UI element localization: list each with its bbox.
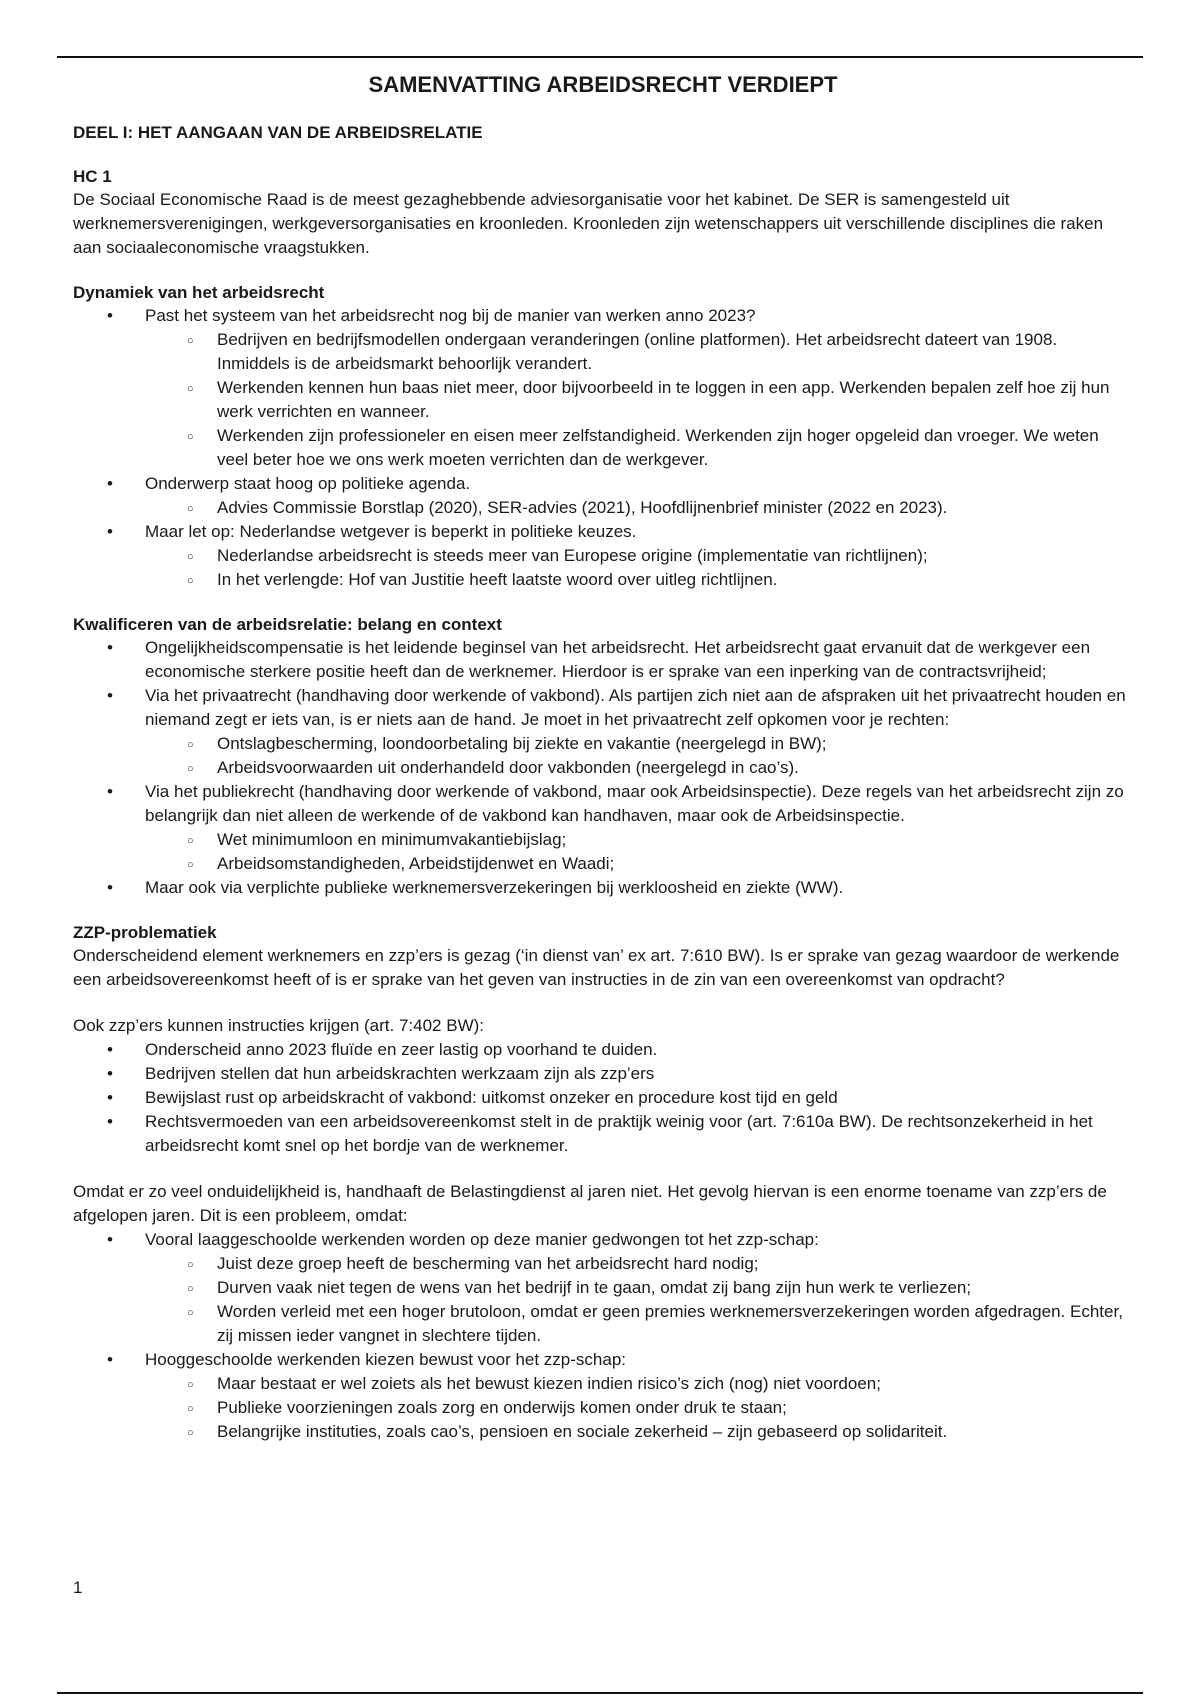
sub-list-item: ○ Bedrijven en bedrijfsmodellen ondergaan veranderingen (online platformen). Het arbeidsrecht dateert van 1908. Inmiddels is de arbeidsmarkt behoorlijk verandert. <box>145 328 1133 376</box>
instructies-intro: Ook zzp’ers kunnen instructies krijgen (art. 7:402 BW): <box>73 1016 484 1035</box>
sub-list-item: ○ Werkenden kennen hun baas niet meer, door bijvoorbeeld in te loggen in een app. Werkenden bepalen zelf hoe zij hun werk verrichten en wanneer. <box>145 376 1133 424</box>
sub-list-item: ○ Arbeidsvoorwaarden uit onderhandeld door vakbonden (neergelegd in cao’s). <box>145 756 1133 780</box>
sub-list-item: ○ Juist deze groep heeft de bescherming van het arbeidsrecht hard nodig; <box>145 1252 1133 1276</box>
bottom-rule <box>57 1692 1143 1694</box>
sub-list-item: ○ Arbeidsomstandigheden, Arbeidstijdenwet en Waadi; <box>145 852 1133 876</box>
sub-list-item: ○ Worden verleid met een hoger brutoloon, omdat er geen premies werknemersverzekeringen worden afgedragen. Echter, zij missen ieder vangnet in slechtere tijden. <box>145 1300 1133 1348</box>
sub-list-item: ○ Werkenden zijn professioneler en eisen meer zelfstandigheid. Werkenden zijn hoger opgeleid dan vroeger. We weten veel beter hoe we ons werk moeten verrichten dan de werkgever. <box>145 424 1133 472</box>
sub-list-item: ○ Maar bestaat er wel zoiets als het bewust kiezen indien risico’s zich (nog) niet voordoen; <box>145 1372 1133 1396</box>
list-item: • Past het systeem van het arbeidsrecht nog bij de manier van werken anno 2023? ○ Bedrijven en bedrijfsmodellen ondergaan veranderingen (online platformen). Het arbeidsrecht dateert van 1908. Inmiddels is de arbeidsmarkt behoorlijk verandert. ○ Werkenden kennen hun baas niet meer, door bijvoorbeeld in te loggen in een app. Werkenden bepalen zelf hoe zij hun werk verrichten en wanneer. ○ Werkenden zijn professioneler en eisen meer zelfstandigheid. Werkenden zijn hoger opgeleid dan vroeger. We weten veel beter hoe we ons werk moeten verrichten dan de werkgever. <box>73 304 1133 472</box>
page-number: 1 <box>73 1578 83 1597</box>
sub-list-item: ○ Wet minimumloon en minimumvakantiebijslag; <box>145 828 1133 852</box>
list-item: • Via het publiekrecht (handhaving door werkende of vakbond, maar ook Arbeidsinspectie). Deze regels van het arbeidsrecht zijn zo belangrijk dan niet alleen de werkende of de vakbond kan handhaven, maar ook de Arbeidsinspectie. ○ Wet minimumloon en minimumvakantiebijslag; ○ Arbeidsomstandigheden, Arbeidstijdenwet en Waadi; <box>73 780 1133 876</box>
list-item: • Via het privaatrecht (handhaving door werkende of vakbond). Als partijen zich niet aan de afspraken uit het privaatrecht houden en niemand zegt er iets van, is er niets aan de hand. Je moet in het privaatrecht zelf opkomen voor je rechten: ○ Ontslagbescherming, loondoorbetaling bij ziekte en vakantie (neergelegd in BW); ○ Arbeidsvoorwaarden uit onderhandeld door vakbonden (neergelegd in cao’s). <box>73 684 1133 780</box>
list-item: • Ongelijkheidscompensatie is het leidende beginsel van het arbeidsrecht. Het arbeidsrecht gaat ervanuit dat de werkgever een economische sterkere positie heeft dan de werknemer. Hierdoor is er sprake van een inperking van de contractsvrijheid; <box>73 636 1133 684</box>
kwalificeren-list <box>73 636 1133 900</box>
hc-paragraph: De Sociaal Economische Raad is de meest gezaghebbende adviesorganisatie voor het kabinet. De SER is samengesteld uit werknemersverenigingen, werkgeversorganisaties en kroonleden. Kroonleden zijn wetenschappers uit verschillende disciplines die raken aan sociaaleconomische vraagstukken. <box>73 190 1104 257</box>
list-item: • Bedrijven stellen dat hun arbeidskrachten werkzaam zijn als zzp’ers <box>73 1062 1133 1086</box>
sub-list-item: ○ Belangrijke instituties, zoals cao’s, pensioen en sociale zekerheid – zijn gebaseerd op solidariteit. <box>145 1420 1133 1444</box>
document-title: SAMENVATTING ARBEIDSRECHT VERDIEPT <box>368 72 838 97</box>
top-rule <box>57 56 1143 58</box>
list-item: • Onderscheid anno 2023 fluïde en zeer lastig op voorhand te duiden. <box>73 1038 1133 1062</box>
hc-heading: HC 1 <box>73 167 112 186</box>
probleem-intro: Omdat er zo veel onduidelijkheid is, handhaaft de Belastingdienst al jaren niet. Het gevolg hiervan is een enorme toename van zzp’ers de afgelopen jaren. Dit is een probleem, omdat: <box>73 1182 1107 1225</box>
zzp-heading: ZZP-problematiek <box>73 923 217 942</box>
part-heading: DEEL I: HET AANGAAN VAN DE ARBEIDSRELATIE <box>73 123 483 142</box>
list-item: • Onderwerp staat hoog op politieke agenda. ○ Advies Commissie Borstlap (2020), SER-advies (2021), Hoofdlijnenbrief minister (2022 en 2023). <box>73 472 1133 520</box>
list-item: • Bewijslast rust op arbeidskracht of vakbond: uitkomst onzeker en procedure kost tijd en geld <box>73 1086 1133 1110</box>
document-page <box>73 70 1133 1444</box>
list-item: • Maar let op: Nederlandse wetgever is beperkt in politieke keuzes. ○ Nederlandse arbeidsrecht is steeds meer van Europese origine (implementatie van richtlijnen); ○ In het verlengde: Hof van Justitie heeft laatste woord over uitleg richtlijnen. <box>73 520 1133 592</box>
list-item: • Rechtsvermoeden van een arbeidsovereenkomst stelt in de praktijk weinig voor (art. 7:610a BW). De rechtsonzekerheid in het arbeidsrecht komt snel op het bordje van de werknemer. <box>73 1110 1133 1158</box>
probleem-list <box>73 1228 1133 1444</box>
sub-list-item: ○ Nederlandse arbeidsrecht is steeds meer van Europese origine (implementatie van richtlijnen); <box>145 544 1133 568</box>
dynamiek-list <box>73 304 1133 592</box>
list-item: • Maar ook via verplichte publieke werknemersverzekeringen bij werkloosheid en ziekte (WW). <box>73 876 1133 900</box>
sub-list-item: ○ In het verlengde: Hof van Justitie heeft laatste woord over uitleg richtlijnen. <box>145 568 1133 592</box>
list-item: • Hooggeschoolde werkenden kiezen bewust voor het zzp-schap: ○ Maar bestaat er wel zoiets als het bewust kiezen indien risico’s zich (nog) niet voordoen; ○ Publieke voorzieningen zoals zorg en onderwijs komen onder druk te staan; ○ Belangrijke instituties, zoals cao’s, pensioen en sociale zekerheid – zijn gebaseerd op solidariteit. <box>73 1348 1133 1444</box>
sub-list-item: ○ Publieke voorzieningen zoals zorg en onderwijs komen onder druk te staan; <box>145 1396 1133 1420</box>
kwalificeren-heading: Kwalificeren van de arbeidsrelatie: belang en context <box>73 615 502 634</box>
dynamiek-heading: Dynamiek van het arbeidsrecht <box>73 283 325 302</box>
sub-list-item: ○ Advies Commissie Borstlap (2020), SER-advies (2021), Hoofdlijnenbrief minister (2022 en 2023). <box>145 496 1133 520</box>
zzp-intro: Onderscheidend element werknemers en zzp’ers is gezag (‘in dienst van’ ex art. 7:610 BW). Is er sprake van gezag waardoor de werkende een arbeidsovereenkomst heeft of is er sprake van het geven van instructies in de zin van een overeenkomst van opdracht? <box>73 946 1120 989</box>
instructies-list <box>73 1038 1133 1158</box>
sub-list-item: ○ Durven vaak niet tegen de wens van het bedrijf in te gaan, omdat zij bang zijn hun werk te verliezen; <box>145 1276 1133 1300</box>
list-item: • Vooral laaggeschoolde werkenden worden op deze manier gedwongen tot het zzp-schap: ○ Juist deze groep heeft de bescherming van het arbeidsrecht hard nodig; ○ Durven vaak niet tegen de wens van het bedrijf in te gaan, omdat zij bang zijn hun werk te verliezen; ○ Worden verleid met een hoger brutoloon, omdat er geen premies werknemersverzekeringen worden afgedragen. Echter, zij missen ieder vangnet in slechtere tijden. <box>73 1228 1133 1348</box>
sub-list-item: ○ Ontslagbescherming, loondoorbetaling bij ziekte en vakantie (neergelegd in BW); <box>145 732 1133 756</box>
